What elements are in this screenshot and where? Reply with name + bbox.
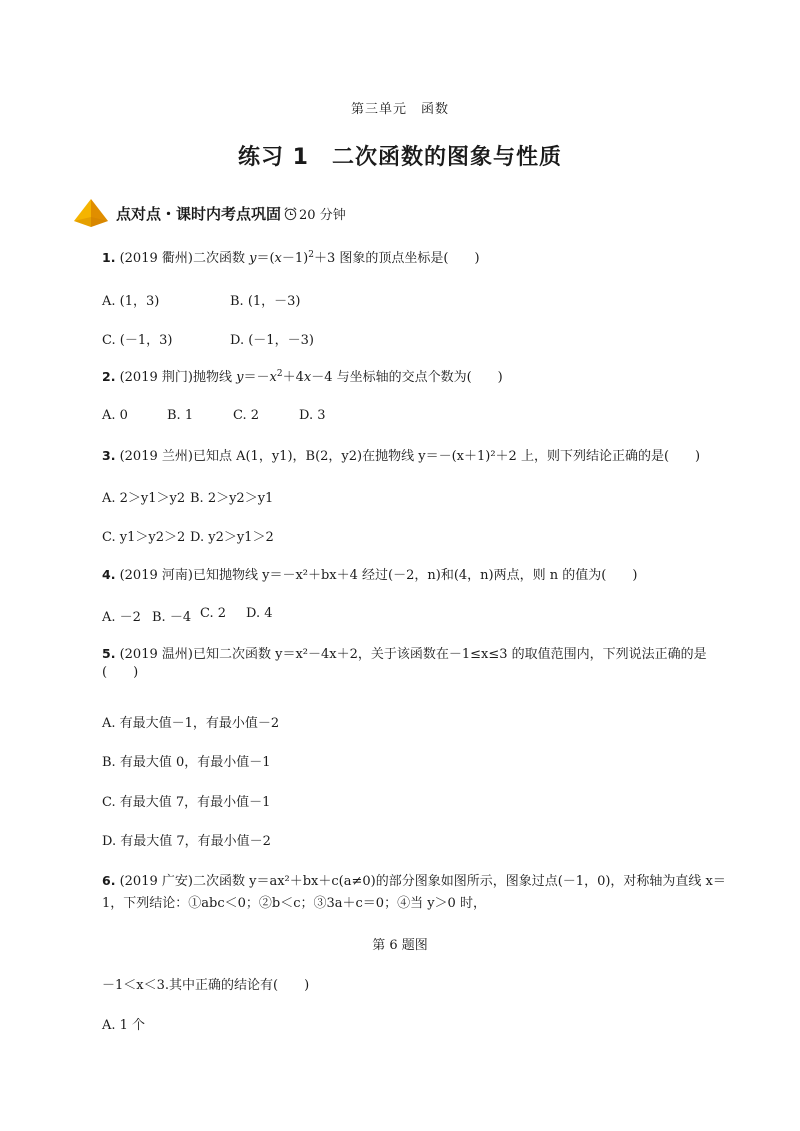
question-6-continuation: －1＜x＜3.其中正确的结论有( ) bbox=[102, 978, 310, 993]
option-c: C. (－1，3) bbox=[102, 333, 173, 348]
question-number: 5. bbox=[102, 646, 116, 661]
option-d: D. y2＞y1＞2 bbox=[190, 530, 274, 545]
option-b: B. 1 bbox=[167, 408, 194, 423]
section-title: 点对点・课时内考点巩固 bbox=[116, 204, 282, 223]
question-5 bbox=[102, 645, 728, 682]
question-number: 4. bbox=[102, 567, 116, 582]
question-text: 已知抛物线 y＝－x²＋bx＋4 经过(－2，n)和(4，n)两点，则 n 的值为( ) bbox=[192, 568, 638, 583]
unit-heading: 第三单元 函数 bbox=[350, 102, 449, 117]
pyramid-icon bbox=[72, 197, 110, 229]
question-text: 抛物线 bbox=[192, 370, 237, 385]
question-4 bbox=[102, 566, 637, 585]
question-number: 2. bbox=[102, 369, 116, 384]
option-a: A. －2 bbox=[102, 610, 141, 625]
section-header bbox=[72, 196, 346, 230]
option-d: D. (－1，－3) bbox=[230, 333, 314, 348]
option-a: A. 2＞y1＞y2 bbox=[102, 491, 186, 506]
question-source: (2019 温州) bbox=[119, 647, 193, 662]
option-b: B. 2＞y2＞y1 bbox=[190, 491, 274, 506]
option-a: A. 1 个 bbox=[102, 1018, 146, 1033]
question-source: (2019 广安) bbox=[119, 874, 193, 889]
option-d: D. 有最大值 7，有最小值－2 bbox=[102, 834, 271, 849]
question-source: (2019 兰州) bbox=[119, 449, 193, 464]
option-a: A. 有最大值－1，有最小值－2 bbox=[102, 716, 280, 731]
option-c: C. 2 bbox=[233, 408, 260, 423]
section-time: 20 分钟 bbox=[299, 207, 346, 223]
question-text: 与坐标轴的交点个数为( ) bbox=[336, 370, 503, 385]
question-2: 2. (2019 荆门)抛物线 $y=-x^2+4x-4$ 与坐标轴的交点个数为( ) bbox=[102, 369, 503, 385]
question-3 bbox=[102, 447, 700, 466]
question-text: 图象的顶点坐标是( ) bbox=[339, 251, 480, 266]
question-source: (2019 荆门) bbox=[119, 370, 193, 385]
page-title: 练习 1 二次函数的图象与性质 bbox=[238, 145, 562, 170]
option-a: A. 0 bbox=[102, 408, 128, 423]
option-b: B. －4 bbox=[152, 610, 192, 625]
question-text: 已知二次函数 y＝x²－4x＋2，关于该函数在－1≤x≤3 的取值范围内，下列说法正确的是( ) bbox=[102, 647, 707, 680]
option-b: B. (1，－3) bbox=[230, 294, 301, 309]
question-1: 1. (2019 衢州)二次函数 $y=(x-1)^2+3$ 图象的顶点坐标是( ) bbox=[102, 250, 480, 266]
option-c: C. 2 bbox=[200, 606, 227, 621]
option-a: A. (1，3) bbox=[102, 294, 160, 309]
option-d: D. 3 bbox=[299, 408, 326, 423]
question-number: 1. bbox=[102, 250, 116, 265]
option-c: C. y1＞y2＞2 bbox=[102, 530, 186, 545]
option-c: C. 有最大值 7，有最小值－1 bbox=[102, 795, 271, 810]
option-d: D. 4 bbox=[246, 606, 273, 621]
question-text: 二次函数 bbox=[192, 251, 250, 266]
question-number: 3. bbox=[102, 448, 116, 463]
question-text: 二次函数 y＝ax²＋bx＋c(a≠0)的部分图象如图所示，图象过点(－1，0)，对称轴为直线 x＝1，下列结论：①abc＜0；②b＜c；③3a＋c＝0；④当 y＞0 时， bbox=[102, 874, 726, 911]
question-text: 已知点 A(1，y1)，B(2，y2)在抛物线 y＝－(x＋1)²＋2 上，则下列结论正确的是( ) bbox=[192, 449, 701, 464]
question-source: (2019 河南) bbox=[119, 568, 193, 583]
question-source: (2019 衢州) bbox=[119, 251, 193, 266]
question-number: 6. bbox=[102, 873, 116, 888]
alarm-clock-icon bbox=[283, 206, 298, 221]
question-6 bbox=[102, 870, 728, 915]
figure-caption: 第 6 题图 bbox=[372, 938, 428, 953]
option-b: B. 有最大值 0，有最小值－1 bbox=[102, 755, 271, 770]
